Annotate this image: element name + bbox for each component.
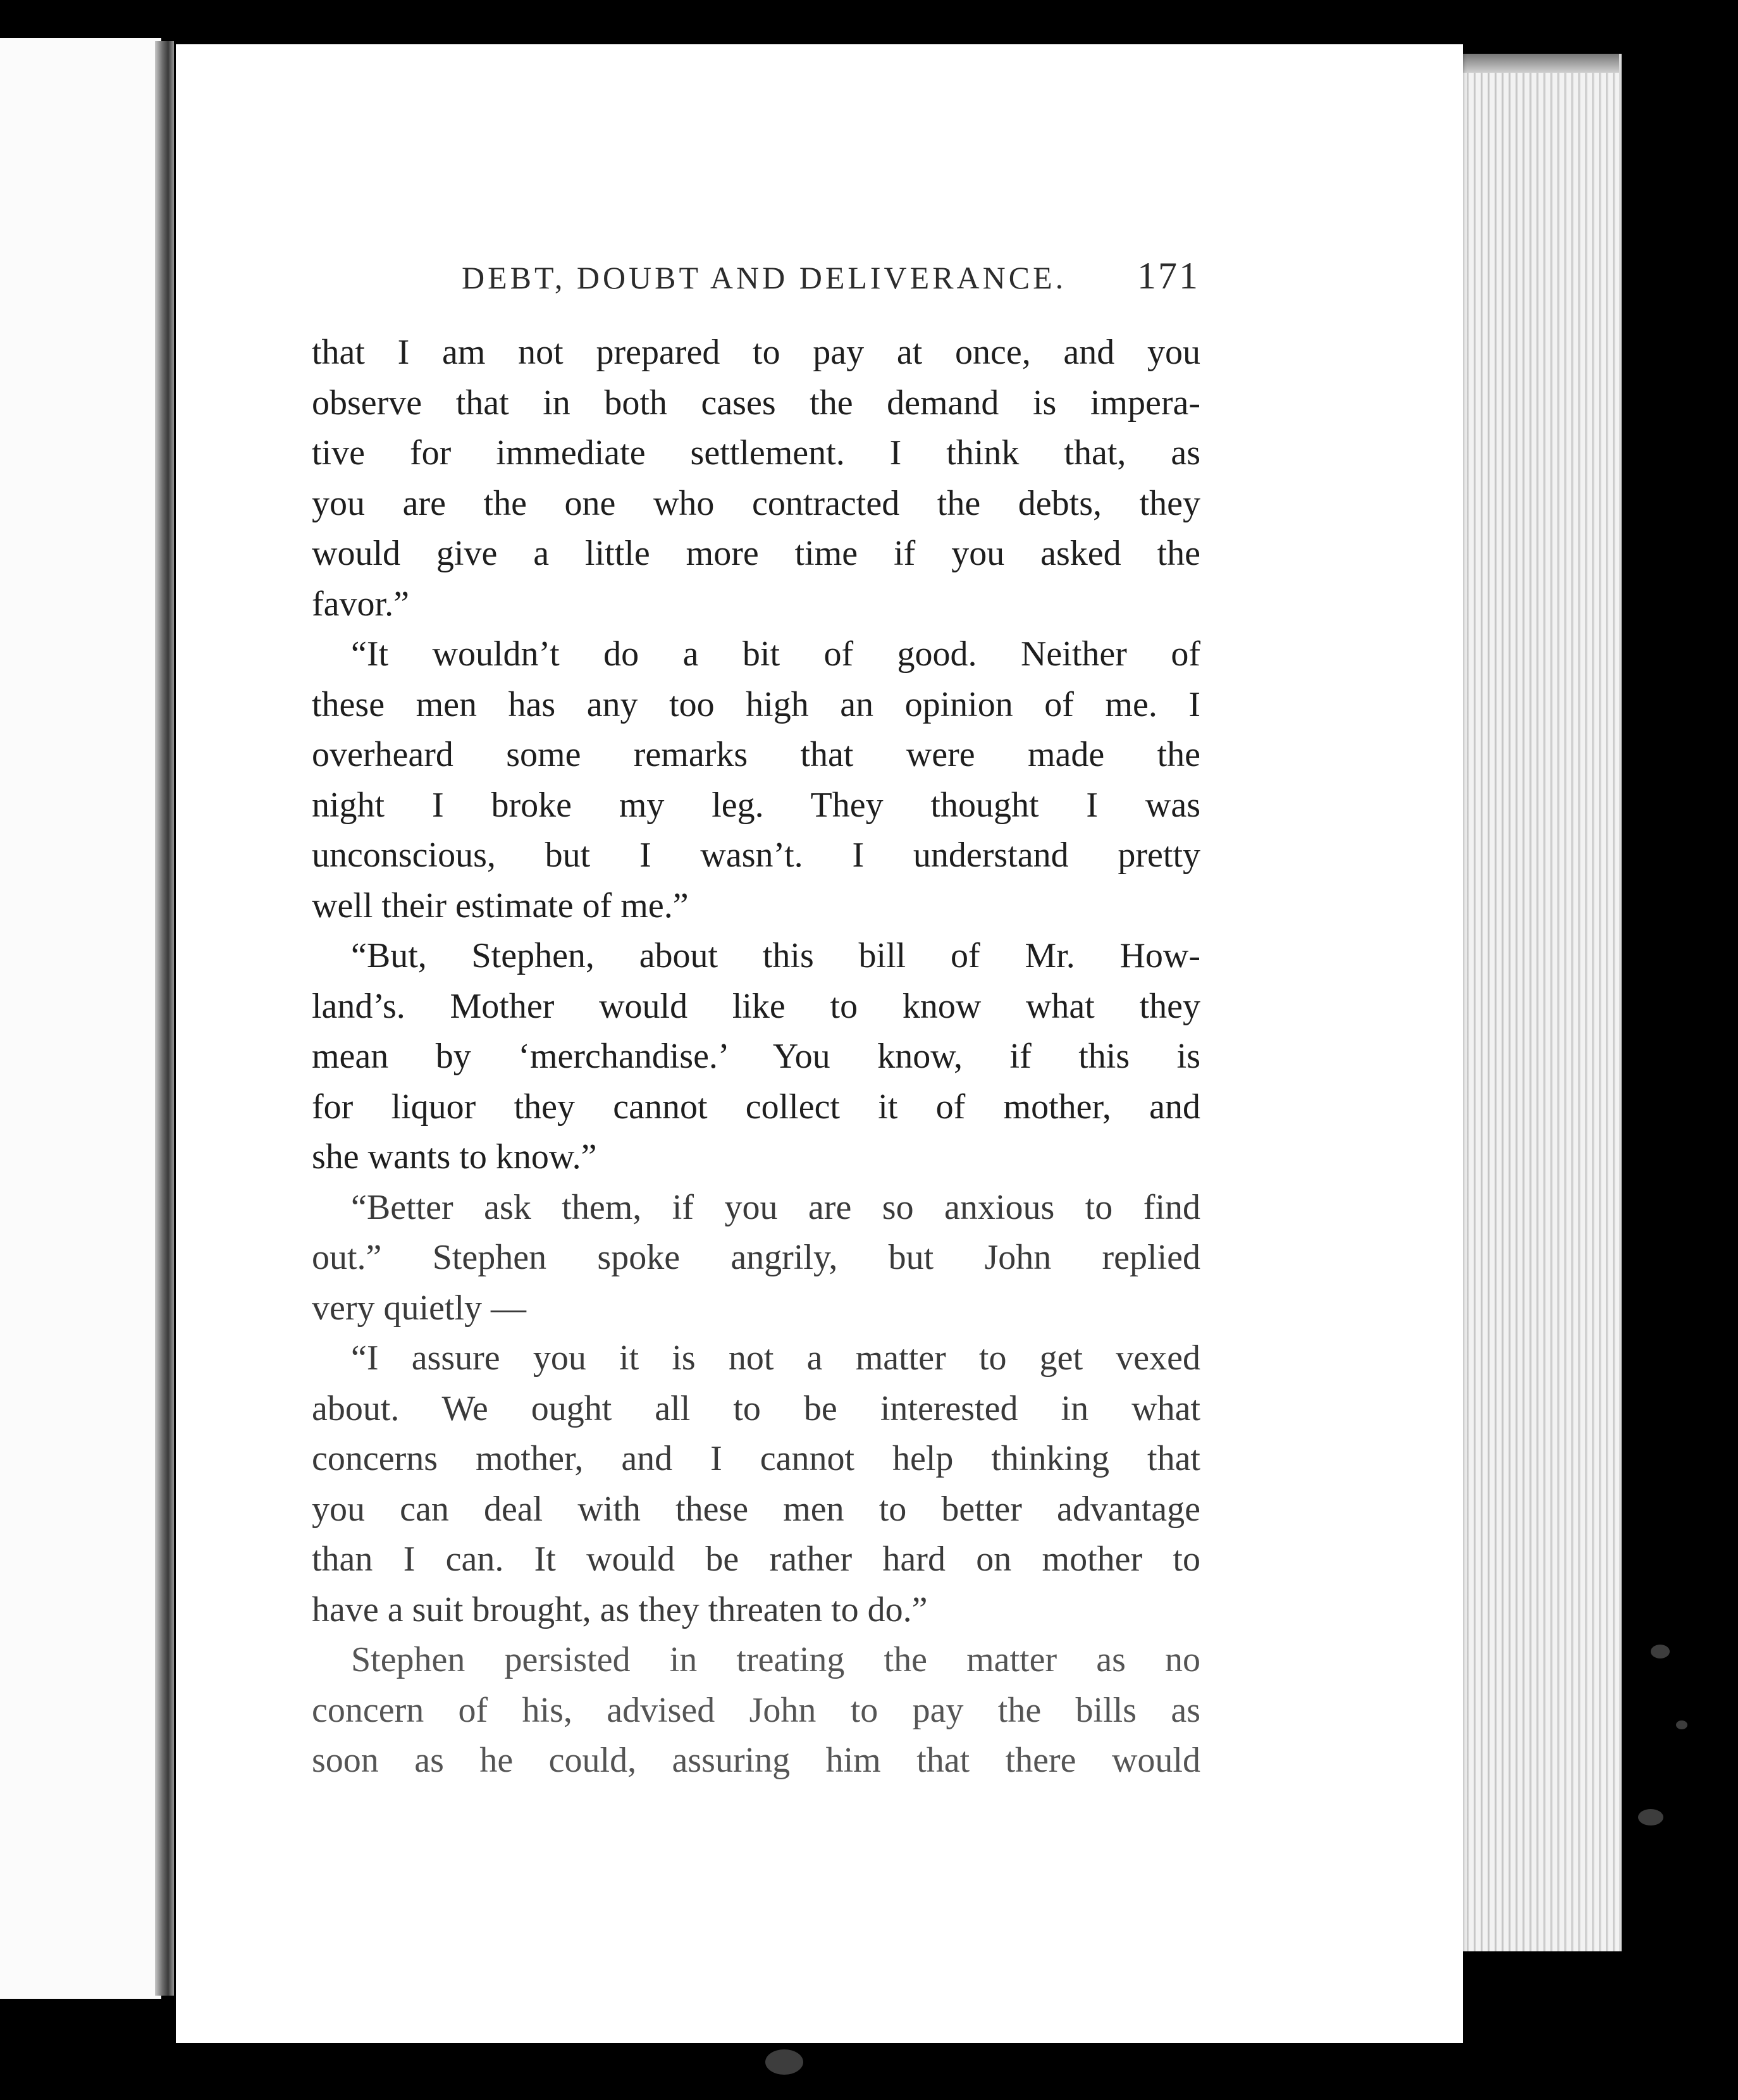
scan-speckle — [1676, 1720, 1687, 1729]
book-page — [176, 44, 1463, 2043]
text-line: very quietly — — [312, 1288, 527, 1328]
text-line: have a suit brought, as they threaten to do.” — [312, 1590, 928, 1629]
running-head — [176, 255, 1463, 316]
text-line: you can deal with these men to better advantage — [312, 1489, 1200, 1529]
text-line: out.” Stephen spoke angrily, but John replied — [312, 1238, 1200, 1277]
text-line: you are the one who contracted the debts, they — [312, 483, 1200, 523]
text-line: “It wouldn’t do a bit of good. Neither of — [351, 634, 1200, 674]
text-line: she wants to know.” — [312, 1137, 597, 1177]
page-number: 171 — [1137, 255, 1200, 297]
page-edge-top-shadow — [1448, 54, 1619, 73]
facing-page-edge — [0, 38, 161, 1999]
page-edge-stack — [1448, 54, 1622, 1951]
text-line: about. We ought all to be interested in what — [312, 1388, 1200, 1428]
text-line: favor.” — [312, 584, 409, 624]
text-line: observe that in both cases the demand is impera- — [312, 383, 1200, 423]
text-line: mean by ‘merchandise.’ You know, if this is — [312, 1037, 1200, 1076]
text-line: tive for immediate settlement. I think that, as — [312, 433, 1200, 472]
text-line: for liquor they cannot collect it of mother, and — [312, 1087, 1200, 1127]
scan-speckle — [1638, 1809, 1663, 1825]
text-line: soon as he could, assuring him that there would — [312, 1741, 1200, 1780]
text-line: Stephen persisted in treating the matter as no — [351, 1640, 1200, 1679]
text-line: that I am not prepared to pay at once, and you — [312, 333, 1200, 372]
text-line: unconscious, but I wasn’t. I understand pretty — [312, 836, 1200, 875]
text-line: “I assure you it is not a matter to get vexed — [351, 1338, 1200, 1378]
scan-speckle — [765, 2049, 803, 2075]
running-head-title: DEBT, DOUBT AND DELIVERANCE. — [462, 260, 1067, 295]
text-line: land’s. Mother would like to know what they — [312, 986, 1200, 1026]
text-line: than I can. It would be rather hard on mother to — [312, 1540, 1200, 1579]
text-line: these men has any too high an opinion of me. I — [312, 684, 1200, 724]
text-line: would give a little more time if you asked the — [312, 534, 1200, 573]
text-line: overheard some remarks that were made the — [312, 735, 1200, 774]
text-line: well their estimate of me.” — [312, 886, 689, 925]
scan-speckle — [1651, 1645, 1670, 1658]
body-text — [312, 328, 1200, 1786]
text-line: night I broke my leg. They thought I was — [312, 785, 1200, 825]
text-line: “But, Stephen, about this bill of Mr. How- — [351, 936, 1200, 975]
text-line: “Better ask them, if you are so anxious to find — [351, 1187, 1200, 1227]
text-line: concerns mother, and I cannot help thinking that — [312, 1439, 1200, 1478]
text-line: concern of his, advised John to pay the bills as — [312, 1690, 1200, 1730]
book-gutter — [155, 41, 174, 1996]
